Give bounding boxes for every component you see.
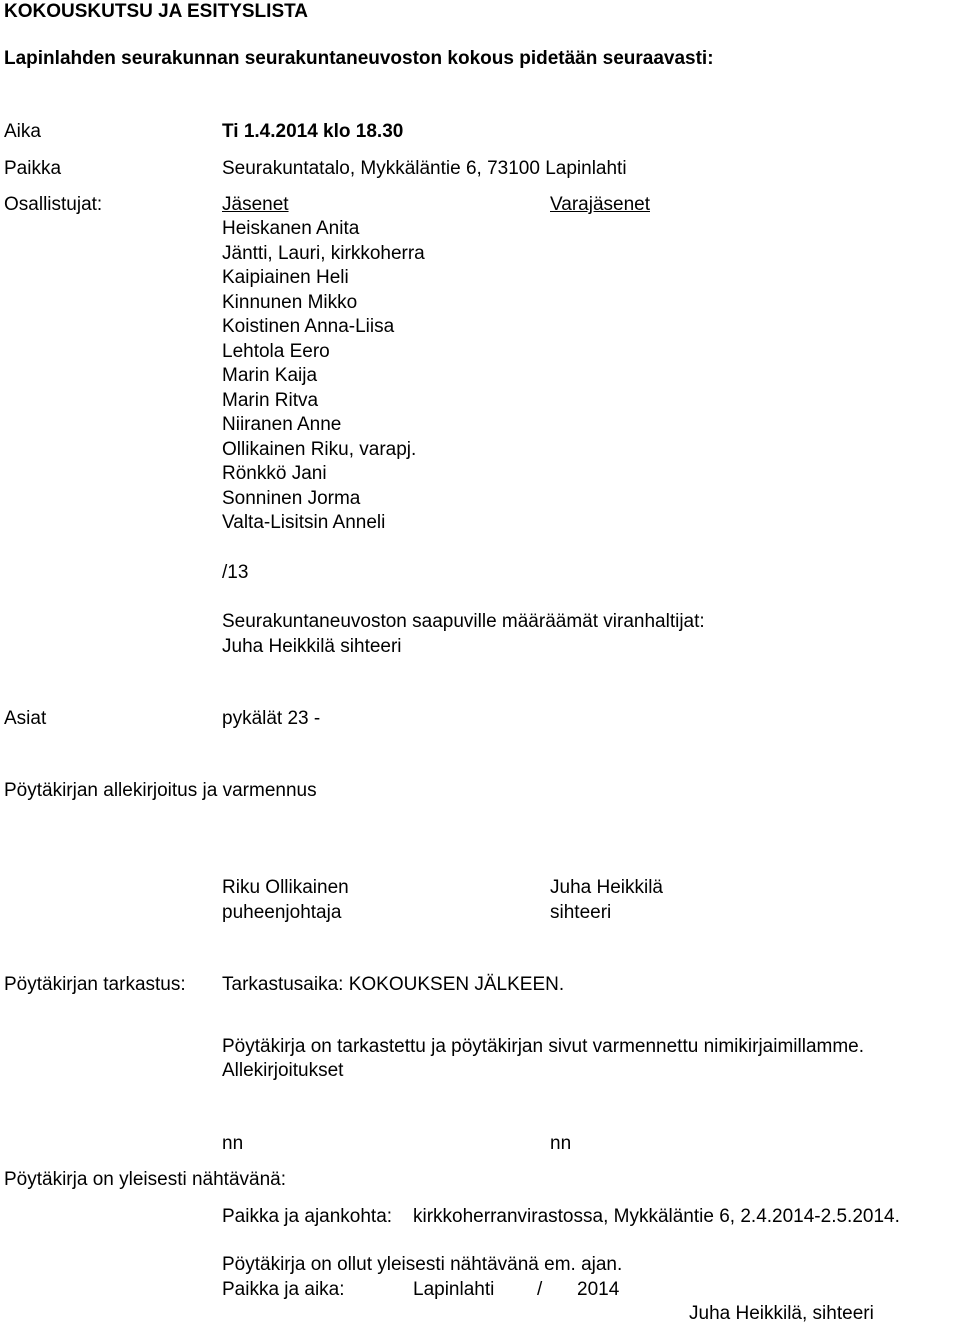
review-label: Pöytäkirjan tarkastus:	[4, 974, 186, 995]
date-slash: /	[537, 1279, 543, 1300]
time-label: Aika	[4, 121, 41, 142]
review-signer-2: nn	[550, 1133, 572, 1154]
member-name: Heiskanen Anita	[222, 218, 360, 239]
member-name: Kaipiainen Heli	[222, 267, 349, 288]
member-count: /13	[222, 562, 249, 583]
review-signer-1: nn	[222, 1133, 244, 1154]
secretary-signature: Juha Heikkilä, sihteeri	[689, 1303, 874, 1324]
officials-value: Juha Heikkilä sihteeri	[222, 636, 402, 657]
officials-label: Seurakuntaneuvoston saapuville määräämät viranhaltijat:	[222, 611, 705, 632]
place-label: Paikka	[4, 158, 62, 179]
document-title: KOKOUSKUTSU JA ESITYSLISTA	[4, 1, 309, 22]
member-name: Marin Kaija	[222, 365, 318, 386]
members-heading: Jäsenet	[222, 194, 289, 215]
place-value: Lapinlahti	[413, 1279, 495, 1300]
chair-name: Riku Ollikainen	[222, 877, 349, 898]
review-signatures-label: Allekirjoitukset	[222, 1060, 344, 1081]
deputies-heading: Varajäsenet	[550, 194, 650, 215]
participants-label: Osallistujat:	[4, 194, 103, 215]
member-name: Valta-Lisitsin Anneli	[222, 512, 386, 533]
member-name: Koistinen Anna-Liisa	[222, 316, 395, 337]
member-name: Marin Ritva	[222, 390, 319, 411]
time-value: Ti 1.4.2014 klo 18.30	[222, 121, 404, 142]
public-display-label: Pöytäkirja on yleisesti nähtävänä:	[4, 1169, 286, 1190]
secretary-title: sihteeri	[550, 902, 612, 923]
member-name: Rönkkö Jani	[222, 463, 327, 484]
review-time: Tarkastusaika: KOKOUKSEN JÄLKEEN.	[222, 974, 565, 995]
place-time-value: kirkkoherranvirastossa, Mykkäläntie 6, 2.4.2014-2.5.2014.	[413, 1206, 900, 1227]
year-value: 2014	[577, 1279, 620, 1300]
place-label: Paikka ja aika:	[222, 1279, 345, 1300]
chair-title: puheenjohtaja	[222, 902, 342, 923]
document-subtitle: Lapinlahden seurakunnan seurakuntaneuvoston kokous pidetään seuraavasti:	[4, 48, 714, 69]
signatures-label: Pöytäkirjan allekirjoitus ja varmennus	[4, 780, 317, 801]
place-value: Seurakuntatalo, Mykkäläntie 6, 73100 Lapinlahti	[222, 158, 627, 179]
member-name: Niiranen Anne	[222, 414, 342, 435]
secretary-name: Juha Heikkilä	[550, 877, 663, 898]
member-name: Sonninen Jorma	[222, 488, 361, 509]
member-name: Jäntti, Lauri, kirkkoherra	[222, 243, 425, 264]
matters-value: pykälät 23 -	[222, 708, 321, 729]
place-time-label: Paikka ja ajankohta:	[222, 1206, 393, 1227]
member-name: Kinnunen Mikko	[222, 292, 358, 313]
member-name: Ollikainen Riku, varapj.	[222, 439, 417, 460]
member-name: Lehtola Eero	[222, 341, 330, 362]
matters-label: Asiat	[4, 708, 47, 729]
review-statement: Pöytäkirja on tarkastettu ja pöytäkirjan sivut varmennettu nimikirjaimillamme.	[222, 1036, 865, 1057]
display-note: Pöytäkirja on ollut yleisesti nähtävänä em. ajan.	[222, 1254, 623, 1275]
